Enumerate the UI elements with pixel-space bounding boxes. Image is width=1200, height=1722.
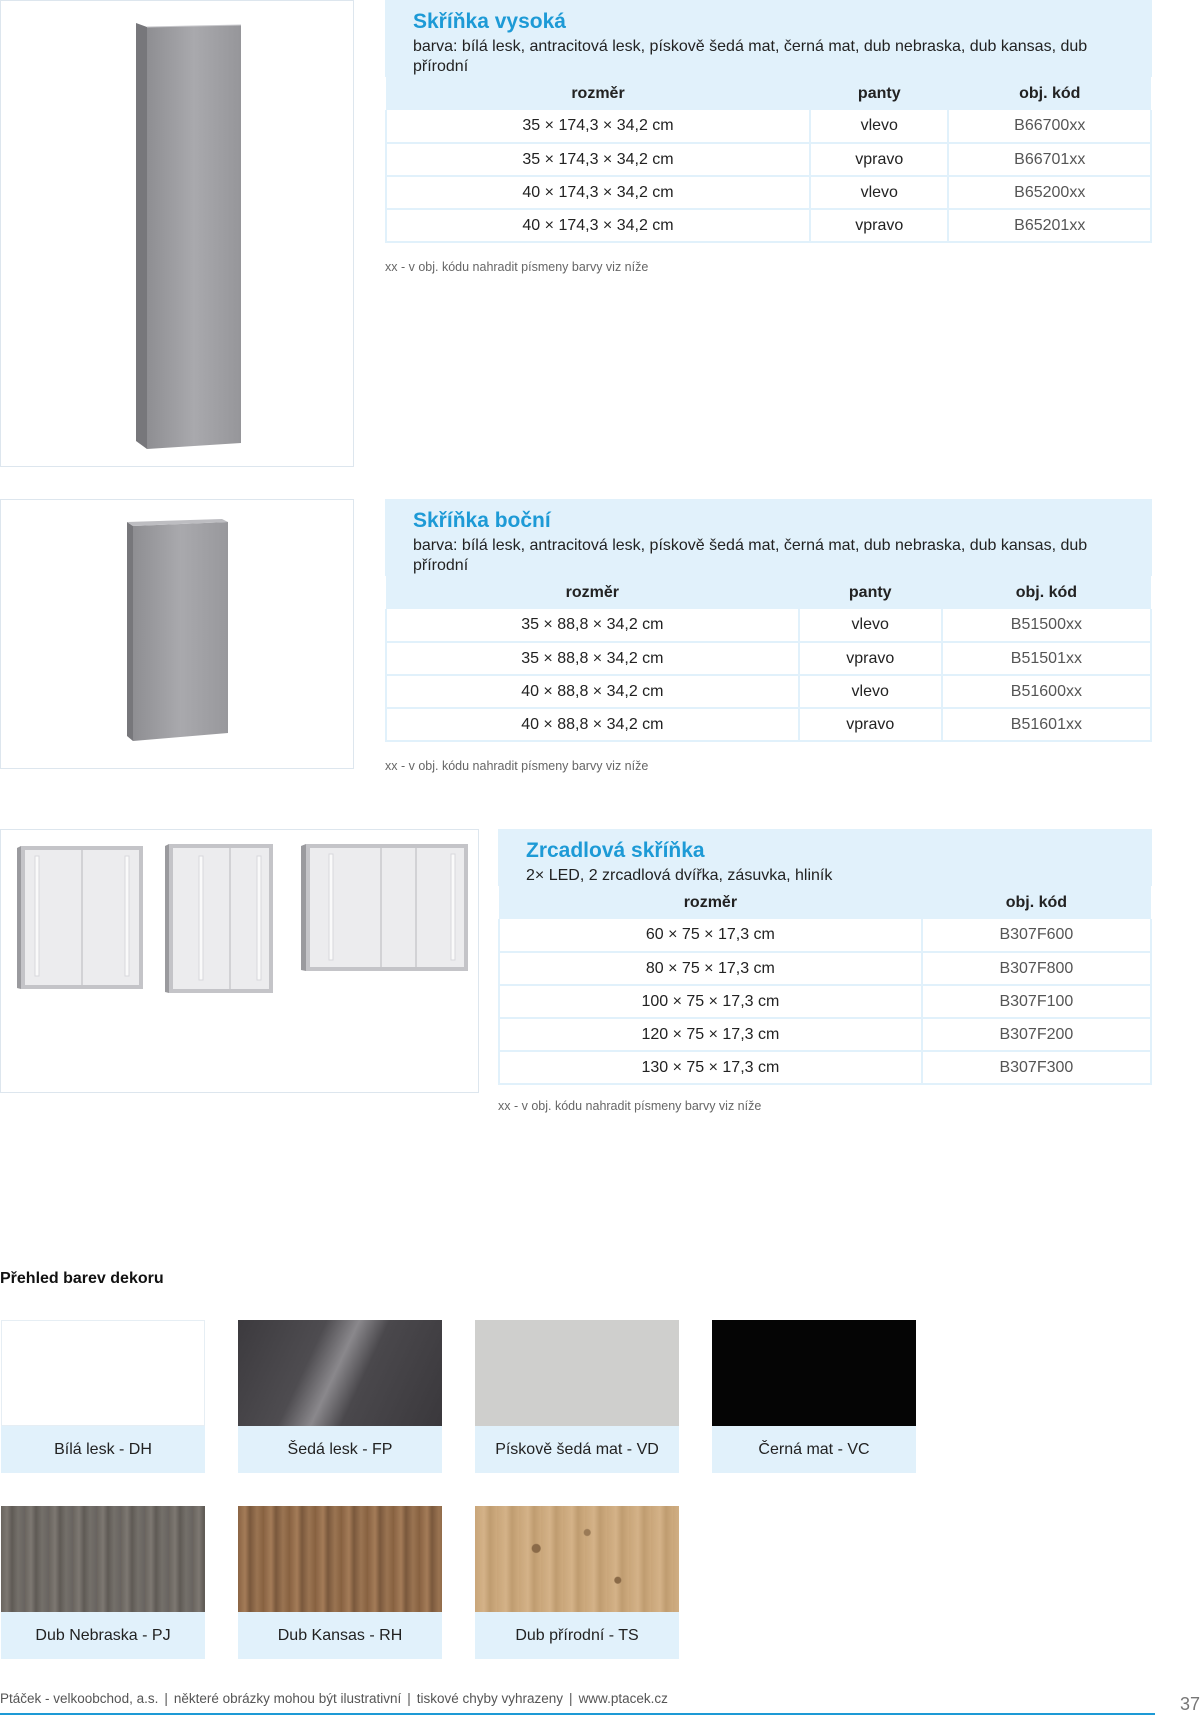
- table-row: [386, 675, 1151, 708]
- col-header-size: rozměr: [386, 77, 810, 110]
- color-swatch: [475, 1320, 679, 1473]
- size-cell: 35 × 88,8 × 34,2 cm: [386, 642, 799, 675]
- table-row: [386, 609, 1151, 642]
- spec-table: [385, 77, 1152, 243]
- table-row: [499, 1018, 1151, 1051]
- hinge-cell: vpravo: [810, 209, 948, 242]
- product-image-mirror-cabinet: [0, 829, 479, 1093]
- swatch-sample-grey-gloss: [238, 1320, 442, 1426]
- swatch-sample-black: [712, 1320, 916, 1426]
- size-cell: 40 × 88,8 × 34,2 cm: [386, 675, 799, 708]
- color-swatch: [712, 1320, 916, 1473]
- color-swatch: [1, 1320, 205, 1473]
- col-header-code: obj. kód: [922, 886, 1151, 919]
- size-cell: 130 × 75 × 17,3 cm: [499, 1051, 922, 1084]
- size-cell: 35 × 174,3 × 34,2 cm: [386, 143, 810, 176]
- table-row: [386, 110, 1151, 143]
- swatch-label: Pískově šedá mat - VD: [475, 1426, 679, 1473]
- color-swatch: [1, 1506, 205, 1659]
- product-description: 2× LED, 2 zrcadlová dvířka, zásuvka, hliník: [526, 867, 833, 884]
- code-cell: B307F100: [922, 985, 1151, 1018]
- spec-table: [498, 886, 1152, 1085]
- size-cell: 80 × 75 × 17,3 cm: [499, 952, 922, 985]
- color-swatch: [475, 1506, 679, 1659]
- footer: [0, 1691, 668, 1706]
- size-cell: 40 × 174,3 × 34,2 cm: [386, 176, 810, 209]
- hinge-cell: vlevo: [810, 176, 948, 209]
- colors-section-title: Přehled barev dekoru: [0, 1270, 164, 1287]
- col-header-code: obj. kód: [948, 77, 1151, 110]
- tall-cabinet-illustration: [1, 1, 354, 467]
- footer-separator: |: [569, 1691, 573, 1706]
- hinge-cell: vpravo: [810, 143, 948, 176]
- hinge-cell: vlevo: [799, 609, 942, 642]
- code-cell: B66701xx: [948, 143, 1151, 176]
- product-info-tall-cabinet: [385, 0, 1152, 243]
- table-row: [499, 952, 1151, 985]
- table-row: [499, 1051, 1151, 1084]
- page-number: 37: [1179, 1694, 1200, 1714]
- table-row: [386, 176, 1151, 209]
- code-cell: B66700xx: [948, 110, 1151, 143]
- mirror-cabinets-illustration: [1, 830, 479, 1093]
- footer-separator: |: [164, 1691, 168, 1706]
- size-cell: 35 × 174,3 × 34,2 cm: [386, 110, 810, 143]
- product-image-side-cabinet: [0, 499, 354, 769]
- code-cell: B307F800: [922, 952, 1151, 985]
- color-swatch: [238, 1506, 442, 1659]
- size-cell: 40 × 174,3 × 34,2 cm: [386, 209, 810, 242]
- col-header-size: rozměr: [386, 576, 799, 609]
- swatch-label: Dub Nebraska - PJ: [1, 1612, 205, 1659]
- color-code-note: xx - v obj. kódu nahradit písmeny barvy viz níže: [498, 1099, 762, 1113]
- product-header: [385, 499, 1152, 576]
- product-description: barva: bílá lesk, antracitová lesk, pískově šedá mat, černá mat, dub nebraska, dub kansas, dub přírodní: [413, 38, 1088, 75]
- size-cell: 120 × 75 × 17,3 cm: [499, 1018, 922, 1051]
- code-cell: B307F300: [922, 1051, 1151, 1084]
- swatch-sample-oak-kansas: [238, 1506, 442, 1612]
- spec-table: [385, 576, 1152, 742]
- product-description: barva: bílá lesk, antracitová lesk, pískově šedá mat, černá mat, dub nebraska, dub kansas, dub přírodní: [413, 537, 1088, 574]
- footer-company: Ptáček - velkoobchod, a.s.: [0, 1691, 159, 1706]
- side-cabinet-illustration: [1, 500, 354, 769]
- footer-web-link[interactable]: www.ptacek.cz: [578, 1691, 668, 1706]
- product-header: [498, 829, 1152, 886]
- col-header-code: obj. kód: [942, 576, 1151, 609]
- swatch-label: Dub přírodní - TS: [475, 1612, 679, 1659]
- swatch-label: Dub Kansas - RH: [238, 1612, 442, 1659]
- swatch-sample-oak-nebraska: [1, 1506, 205, 1612]
- hinge-cell: vpravo: [799, 708, 942, 741]
- product-header: [385, 0, 1152, 77]
- swatch-sample-sand-grey: [475, 1320, 679, 1426]
- footer-disclaimer-illustrative: některé obrázky mohou být ilustrativní: [173, 1691, 402, 1706]
- size-cell: 60 × 75 × 17,3 cm: [499, 919, 922, 952]
- footer-separator: |: [407, 1691, 411, 1706]
- product-title: Zrcadlová skříňka: [526, 839, 705, 862]
- hinge-cell: vlevo: [810, 110, 948, 143]
- table-row: [499, 919, 1151, 952]
- swatch-label: Šedá lesk - FP: [238, 1426, 442, 1473]
- code-cell: B51600xx: [942, 675, 1151, 708]
- swatch-label: Bílá lesk - DH: [1, 1426, 205, 1473]
- size-cell: 35 × 88,8 × 34,2 cm: [386, 609, 799, 642]
- code-cell: B307F600: [922, 919, 1151, 952]
- color-code-note: xx - v obj. kódu nahradit písmeny barvy viz níže: [385, 260, 649, 274]
- footer-disclaimer-errors: tiskové chyby vyhrazeny: [416, 1691, 564, 1706]
- swatch-sample-white: [1, 1320, 205, 1426]
- code-cell: B65201xx: [948, 209, 1151, 242]
- code-cell: B51500xx: [942, 609, 1151, 642]
- product-info-side-cabinet: [385, 499, 1152, 742]
- table-row: [386, 642, 1151, 675]
- col-header-size: rozměr: [499, 886, 922, 919]
- color-swatch: [238, 1320, 442, 1473]
- col-header-hinge: panty: [799, 576, 942, 609]
- code-cell: B307F200: [922, 1018, 1151, 1051]
- code-cell: B51501xx: [942, 642, 1151, 675]
- swatch-sample-oak-natural: [475, 1506, 679, 1612]
- color-code-note: xx - v obj. kódu nahradit písmeny barvy viz níže: [385, 759, 649, 773]
- col-header-hinge: panty: [810, 77, 948, 110]
- product-image-tall-cabinet: [0, 0, 354, 467]
- table-row: [386, 143, 1151, 176]
- footer-divider: [0, 1713, 1155, 1715]
- hinge-cell: vpravo: [799, 642, 942, 675]
- size-cell: 40 × 88,8 × 34,2 cm: [386, 708, 799, 741]
- product-title: Skříňka boční: [413, 509, 551, 532]
- hinge-cell: vlevo: [799, 675, 942, 708]
- table-row: [386, 209, 1151, 242]
- code-cell: B51601xx: [942, 708, 1151, 741]
- swatch-label: Černá mat - VC: [712, 1426, 916, 1473]
- code-cell: B65200xx: [948, 176, 1151, 209]
- size-cell: 100 × 75 × 17,3 cm: [499, 985, 922, 1018]
- table-row: [386, 708, 1151, 741]
- product-title: Skříňka vysoká: [413, 10, 566, 33]
- table-row: [499, 985, 1151, 1018]
- product-info-mirror-cabinet: [498, 829, 1152, 1085]
